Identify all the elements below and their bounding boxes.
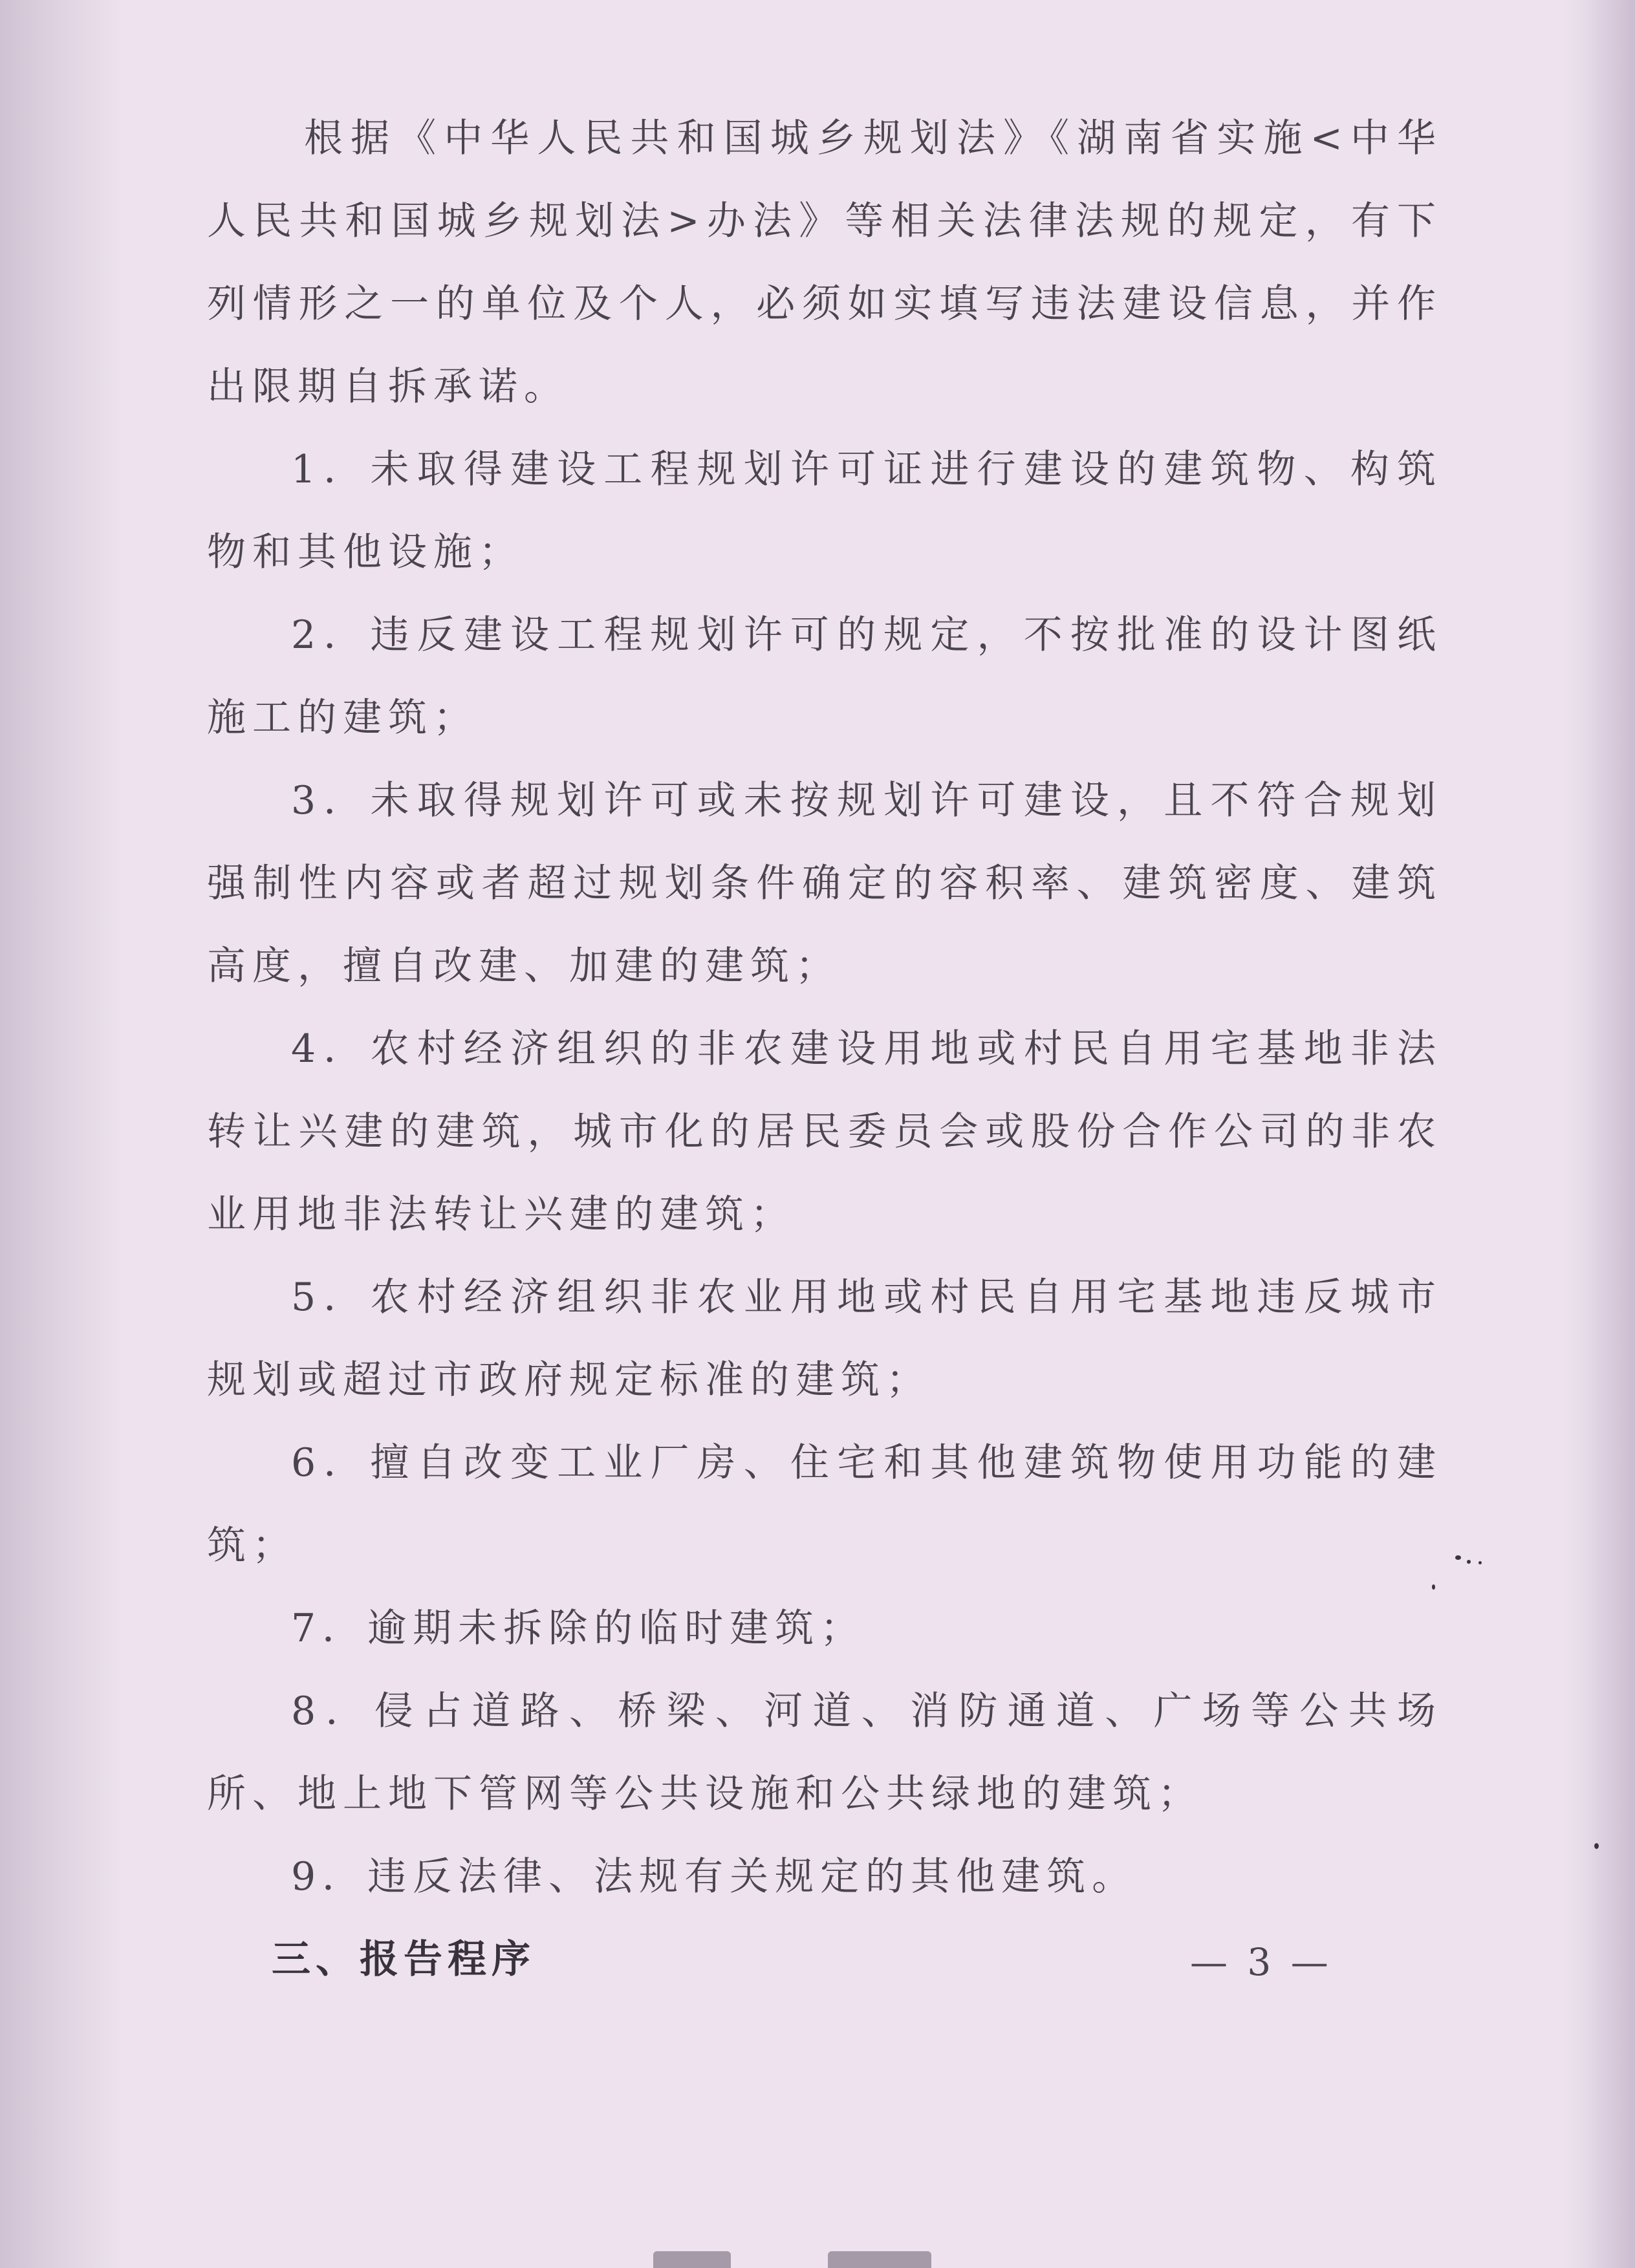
- scan-speck: [1467, 1560, 1471, 1564]
- scan-speck: [1455, 1555, 1461, 1560]
- list-item: 5．农村经济组织非农业用地或村民自用宅基地违反城市规划或超过市政府规定标准的建筑；: [207, 1275, 1442, 1403]
- list-item: 2．违反建设工程规划许可的规定，不按批准的设计图纸施工的建筑；: [207, 612, 1442, 740]
- list-item: 9．违反法律、法规有关规定的其他建筑。: [291, 1854, 1138, 1899]
- list-item: 7．逾期未拆除的临时建筑；: [291, 1606, 866, 1651]
- intro-paragraph: 根据《中华人民共和国城乡规划法》《湖南省实施<中华人民共和国城乡规划法>办法》等相关法律法规的规定，有下列情形之一的单位及个人，必须如实填写违法建设信息，并作出限期自拆承诺。: [207, 116, 1442, 409]
- list-item: 8．侵占道路、桥梁、河道、消防通道、广场等公共场所、地上地下管网等公共设施和公共绿地的建筑；: [207, 1689, 1442, 1817]
- scan-artifact: [653, 2251, 731, 2268]
- list-item: 4．农村经济组织的非农建设用地或村民自用宅基地非法转让兴建的建筑，城市化的居民委员会或股份合作公司的非农业用地非法转让兴建的建筑；: [207, 1026, 1442, 1237]
- scan-speck: [1478, 1561, 1482, 1564]
- list-item: 6．擅自改变工业厂房、住宅和其他建筑物使用功能的建筑；: [207, 1440, 1442, 1568]
- document-body: [207, 97, 1442, 2001]
- page-number: — 3 —: [1190, 1940, 1332, 1984]
- list-item: 1．未取得建设工程规划许可证进行建设的建筑物、构筑物和其他设施；: [207, 447, 1442, 575]
- scan-speck: [1594, 1843, 1599, 1849]
- section-heading: 三、报告程序: [272, 1937, 536, 1982]
- scan-speck: [1432, 1584, 1435, 1590]
- list-item: 3．未取得规划许可或未按规划许可建设，且不符合规划强制性内容或者超过规划条件确定的容积率、建筑密度、建筑高度，擅自改建、加建的建筑；: [207, 778, 1442, 989]
- scan-artifact: [828, 2251, 931, 2268]
